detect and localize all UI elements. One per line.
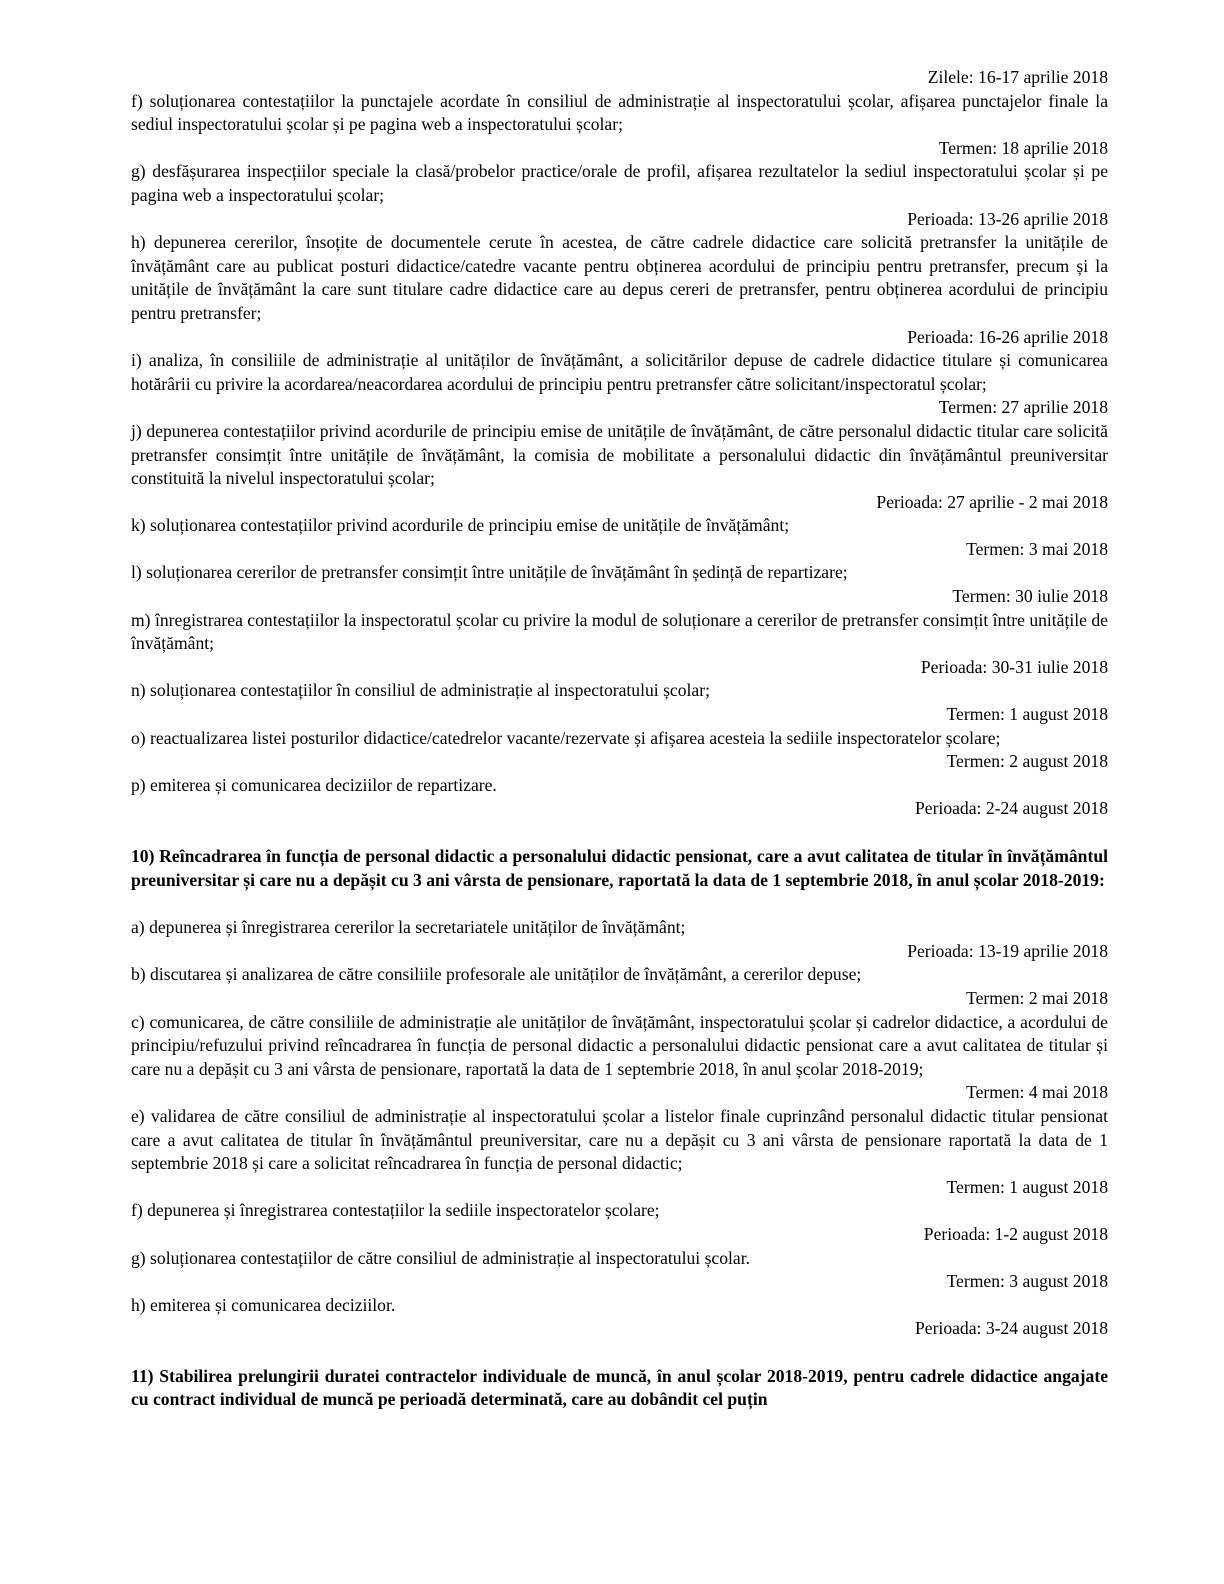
spacer (131, 892, 1108, 916)
deadline-date: Termen: 4 mai 2018 (966, 1082, 1108, 1103)
deadline-date: Termen: 27 aprilie 2018 (938, 397, 1108, 418)
section-10-list (131, 916, 1108, 1341)
deadline-date: Perioada: 3-24 august 2018 (914, 1318, 1108, 1339)
list-item-text: j) depunerea contestațiilor privind acordurile de principiu emise de unitățile de învățământ, de către personalul didactic titular care solicită pretransfer consimțit între unitățile de învățământ, la comisia de mobilitate a personalului didactic din învățământul preuniversitar constituită la nivelul inspectoratului școlar; (131, 420, 1108, 489)
deadline-date: Perioada: 16-26 aprilie 2018 (907, 326, 1108, 347)
spacer (131, 821, 1108, 845)
section-11-heading: 11) Stabilirea prelungirii duratei contractelor individuale de muncă, în anul școlar 2018-2019, pentru cadrele didactice angajate cu contract individual de muncă pe perioadă determinată, care au dobândit cel puțin (131, 1365, 1108, 1410)
deadline-date: Termen: 30 iulie 2018 (952, 586, 1108, 607)
list-item-text: k) soluționarea contestațiilor privind acordurile de principiu emise de unitățile de învățământ; (131, 515, 790, 536)
list-item-text: o) reactualizarea listei posturilor didactice/catedrelor vacante/rezervate și afișarea acesteia la sediile inspectoratelor școlare; (131, 727, 1001, 748)
list-item-text: f) depunerea și înregistrarea contestațiilor la sediile inspectoratelor școlare; (131, 1200, 660, 1221)
list-item-text: a) depunerea și înregistrarea cererilor la secretariatele unităților de învățământ; (131, 917, 686, 938)
deadline-date: Perioada: 13-26 aprilie 2018 (907, 208, 1108, 229)
list-item-text: p) emiterea și comunicarea deciziilor de repartizare. (131, 774, 497, 795)
deadline-date: Zilele: 16-17 aprilie 2018 (927, 67, 1108, 87)
list-item-text: b) discutarea și analizarea de către consiliile profesorale ale unităților de învățământ, a cererilor depuse; (131, 964, 862, 985)
deadline-date: Perioada: 13-19 aprilie 2018 (907, 940, 1108, 961)
deadline-date: Termen: 1 august 2018 (946, 1176, 1108, 1197)
list-item-text: g) desfășurarea inspecțiilor speciale la clasă/probelor practice/orale de profil, afișarea rezultatelor la sediul inspectoratului școlar și pe pagina web a inspectoratului școlar; (131, 161, 1108, 205)
deadline-date: Termen: 3 august 2018 (946, 1271, 1108, 1292)
document-page (131, 66, 1108, 1412)
deadline-date: Termen: 2 august 2018 (946, 751, 1108, 772)
list-item-text: h) emiterea și comunicarea deciziilor. (131, 1294, 396, 1315)
deadline-date: Termen: 2 mai 2018 (966, 987, 1108, 1008)
deadline-date: Termen: 3 mai 2018 (966, 538, 1108, 559)
deadline-date: Perioada: 2-24 august 2018 (914, 798, 1108, 819)
list-item-text: c) comunicarea, de către consiliile de administrație ale unităților de învățământ, inspectoratului școlar și cadrelor didactice, a acordului de principiu/refuzului privind reîncadrarea în funcția de personal didactic a personalului didactic pensionat care a avut calitatea de titular și care nu a depășit cu 3 ani vârsta de pensionare, raportată la data de 1 septembrie 2018, în anul școlar 2018-2019; (131, 1011, 1108, 1079)
deadline-date: Perioada: 27 aprilie - 2 mai 2018 (876, 491, 1108, 512)
list-item-text: i) analiza, în consiliile de administrație al unităților de învățământ, a solicitărilor depuse de cadrele didactice titulare și comunicarea hotărârii cu privire la acordarea/neacordarea acordului de principiu pentru pretransfer către solicitant/inspectoratul școlar; (131, 350, 1108, 394)
section-9-list (131, 66, 1108, 821)
deadline-date: Perioada: 1-2 august 2018 (923, 1223, 1108, 1244)
spacer (131, 1341, 1108, 1365)
list-item-text: h) depunerea cererilor, însoțite de documentele cerute în acestea, de către cadrele didactice care solicită pretransfer la unitățile de învățământ care au publicat posturi didactice/catedre vacante pentru obținerea acordului de principiu pentru pretransfer, precum și la unitățile de învățământ la care sunt titulare cadre didactice care au depus cereri de pretransfer, pentru obținerea acordului de principiu pentru pretransfer; (131, 232, 1108, 323)
section-10-heading: 10) Reîncadrarea în funcția de personal didactic a personalului didactic pensionat, care a avut calitatea de titular în învățământul preuniversitar și care nu a depășit cu 3 ani vârsta de pensionare, raportată la data de 1 septembrie 2018, în anul școlar 2018-2019: (131, 846, 1108, 890)
list-item-text: e) validarea de către consiliul de administrație al inspectoratului școlar a listelor finale cuprinzând personalul didactic titular pensionat care a avut calitatea de titular în învățământul preuniversitar, care nu a depășit cu 3 ani vârsta de pensionare raportată la data de 1 septembrie 2018 și care a solicitat reîncadrarea în funcția de personal didactic; (131, 1105, 1108, 1174)
list-item-text: l) soluționarea cererilor de pretransfer consimțit între unitățile de învățământ în ședință de repartizare; (131, 562, 848, 583)
deadline-date: Termen: 1 august 2018 (946, 704, 1108, 725)
deadline-date: Perioada: 30-31 iulie 2018 (920, 656, 1108, 677)
list-item-text: n) soluționarea contestațiilor în consiliul de administrație al inspectoratului școlar; (131, 680, 710, 701)
deadline-date: Termen: 18 aprilie 2018 (938, 137, 1108, 158)
list-item-text: m) înregistrarea contestațiilor la inspectoratul școlar cu privire la modul de soluționare a cererilor de pretransfer consimțit între unitățile de învățământ; (131, 609, 1108, 654)
list-item-text: g) soluționarea contestațiilor de către consiliul de administrație al inspectoratului școlar. (131, 1247, 751, 1268)
list-item-text: f) soluționarea contestațiilor la punctajele acordate în consiliul de administrație al inspectoratului școlar, afișarea punctajelor finale la sediul inspectoratului școlar și pe pagina web a inspectoratului școlar; (131, 90, 1108, 135)
